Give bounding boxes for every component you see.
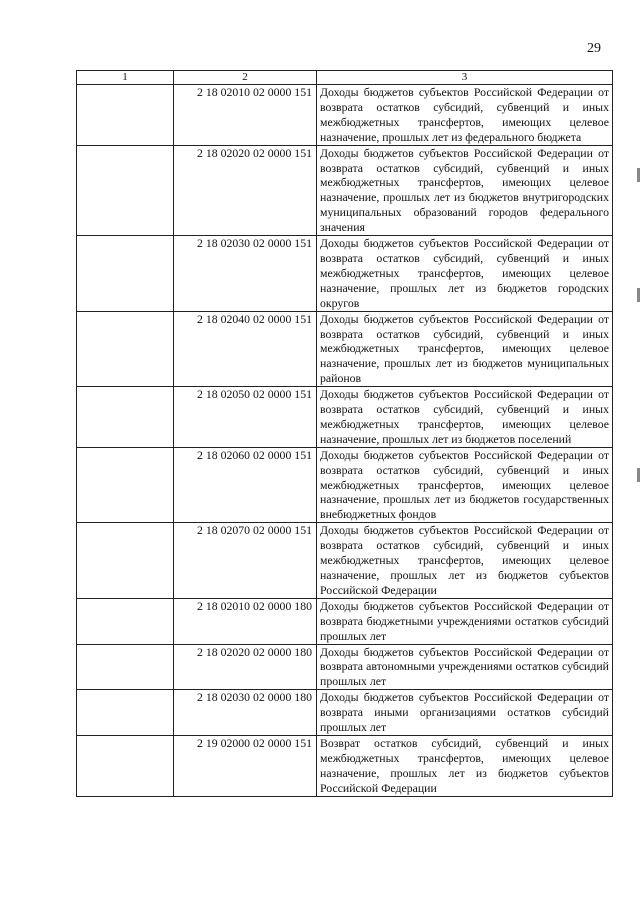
revenue-description-cell: Доходы бюджетов субъектов Российской Федерации от возврата остатков субсидий, субвенций и иных межбюджетных трансфертов, имеющих целевое назначение, прошлых лет из бюджетов внутригородских муниципальных образований городов федерального значения bbox=[317, 145, 613, 235]
table-row bbox=[77, 735, 613, 796]
table-row bbox=[77, 85, 613, 146]
revenue-description-cell: Доходы бюджетов субъектов Российской Федерации от возврата остатков субсидий, субвенций и иных межбюджетных трансфертов, имеющих целевое назначение, прошлых лет из бюджетов государственных внебюджетных фондов bbox=[317, 447, 613, 523]
revenue-description-cell: Доходы бюджетов субъектов Российской Федерации от возврата иными организациями остатков субсидий прошлых лет bbox=[317, 690, 613, 736]
row-number-cell bbox=[77, 145, 174, 235]
budget-code-cell: 2 18 02020 02 0000 151 bbox=[174, 145, 317, 235]
revenue-description-cell: Доходы бюджетов субъектов Российской Федерации от возврата остатков субсидий, субвенций и иных межбюджетных трансфертов, имеющих целевое назначение, прошлых лет из федерального бюджета bbox=[317, 85, 613, 146]
budget-code-cell: 2 18 02010 02 0000 180 bbox=[174, 598, 317, 644]
revenue-description-cell: Доходы бюджетов субъектов Российской Федерации от возврата остатков субсидий, субвенций и иных межбюджетных трансфертов, имеющих целевое назначение, прошлых лет из бюджетов субъектов Российской Федерации bbox=[317, 523, 613, 599]
row-number-cell bbox=[77, 447, 174, 523]
budget-code-cell: 2 18 02070 02 0000 151 bbox=[174, 523, 317, 599]
row-number-cell bbox=[77, 735, 174, 796]
table-row bbox=[77, 690, 613, 736]
budget-classification-table bbox=[76, 70, 613, 797]
row-number-cell bbox=[77, 644, 174, 690]
budget-code-cell: 2 19 02000 02 0000 151 bbox=[174, 735, 317, 796]
table-row bbox=[77, 387, 613, 448]
budget-code-cell: 2 18 02030 02 0000 180 bbox=[174, 690, 317, 736]
row-number-cell bbox=[77, 236, 174, 312]
row-number-cell bbox=[77, 85, 174, 146]
budget-code-cell: 2 18 02030 02 0000 151 bbox=[174, 236, 317, 312]
revenue-description-cell: Доходы бюджетов субъектов Российской Федерации от возврата остатков субсидий, субвенций и иных межбюджетных трансфертов, имеющих целевое назначение, прошлых лет из бюджетов муниципальных районов bbox=[317, 311, 613, 387]
row-number-cell bbox=[77, 523, 174, 599]
revenue-description-cell: Доходы бюджетов субъектов Российской Федерации от возврата остатков субсидий, субвенций и иных межбюджетных трансфертов, имеющих целевое назначение, прошлых лет из бюджетов городских округов bbox=[317, 236, 613, 312]
table-row bbox=[77, 236, 613, 312]
budget-code-cell: 2 18 02050 02 0000 151 bbox=[174, 387, 317, 448]
revenue-description-cell: Доходы бюджетов субъектов Российской Федерации от возврата автономными учреждениями остатков субсидий прошлых лет bbox=[317, 644, 613, 690]
header-cell-2: 2 bbox=[174, 71, 317, 85]
header-cell-3: 3 bbox=[317, 71, 613, 85]
row-number-cell bbox=[77, 598, 174, 644]
budget-code-cell: 2 18 02020 02 0000 180 bbox=[174, 644, 317, 690]
header-cell-1: 1 bbox=[77, 71, 174, 85]
table-header-row bbox=[77, 71, 613, 85]
revenue-description-cell: Доходы бюджетов субъектов Российской Федерации от возврата бюджетными учреждениями остатков субсидий прошлых лет bbox=[317, 598, 613, 644]
table-row bbox=[77, 523, 613, 599]
row-number-cell bbox=[77, 311, 174, 387]
row-number-cell bbox=[77, 387, 174, 448]
budget-code-cell: 2 18 02010 02 0000 151 bbox=[174, 85, 317, 146]
revenue-description-cell: Доходы бюджетов субъектов Российской Федерации от возврата остатков субсидий, субвенций и иных межбюджетных трансфертов, имеющих целевое назначение, прошлых лет из бюджетов поселений bbox=[317, 387, 613, 448]
table-row bbox=[77, 644, 613, 690]
table-row bbox=[77, 145, 613, 235]
revenue-description-cell: Возврат остатков субсидий, субвенций и иных межбюджетных трансфертов, имеющих целевое назначение, прошлых лет из бюджетов субъектов Российской Федерации bbox=[317, 735, 613, 796]
row-number-cell bbox=[77, 690, 174, 736]
table-row bbox=[77, 311, 613, 387]
page-number: 29 bbox=[587, 41, 601, 56]
table-row bbox=[77, 598, 613, 644]
budget-code-cell: 2 18 02060 02 0000 151 bbox=[174, 447, 317, 523]
budget-code-cell: 2 18 02040 02 0000 151 bbox=[174, 311, 317, 387]
table-row bbox=[77, 447, 613, 523]
